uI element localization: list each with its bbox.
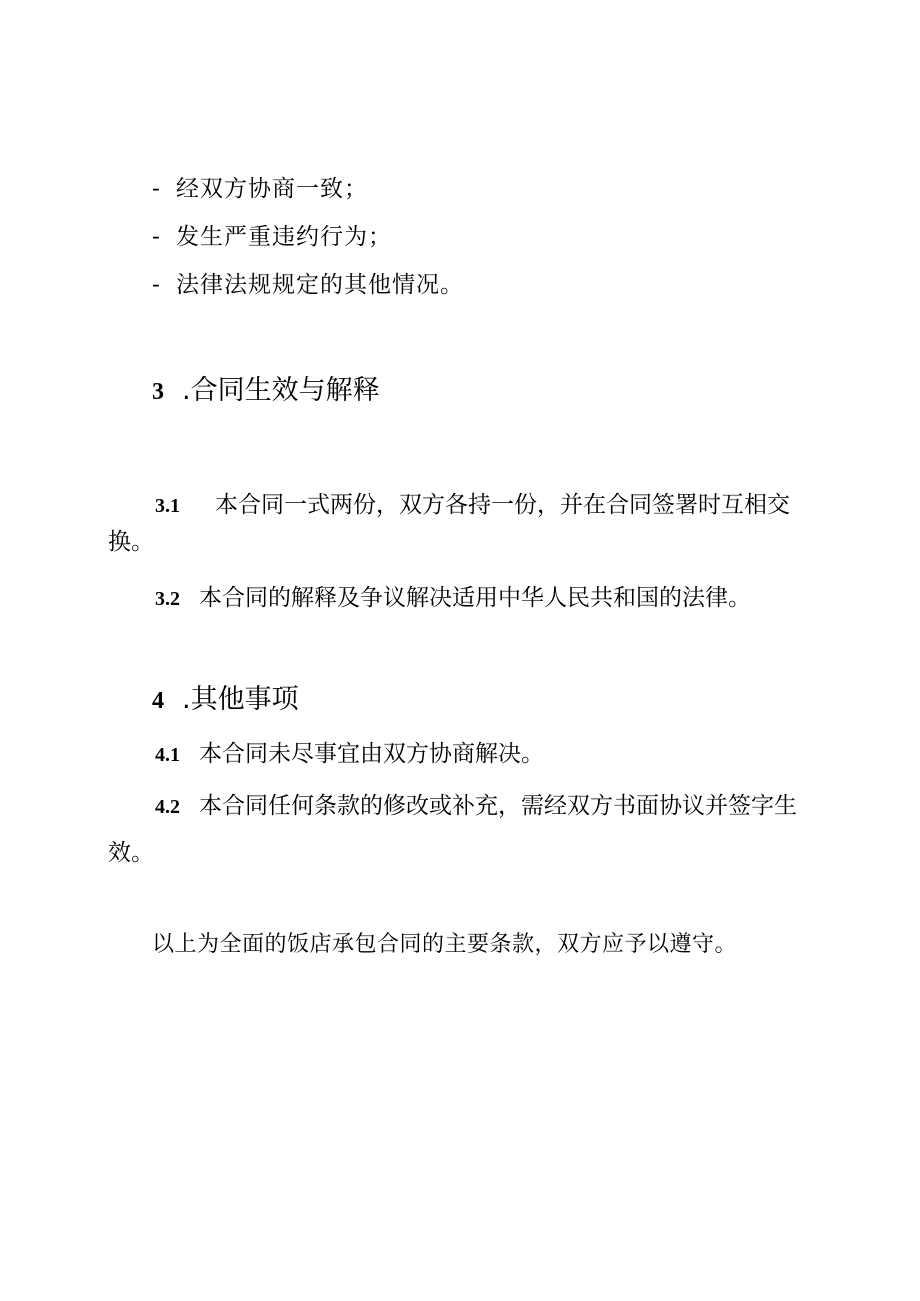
clause-continuation: 换。	[108, 529, 154, 555]
section-title: .其他事项	[182, 684, 299, 715]
section-title: .合同生效与解释	[182, 375, 380, 406]
clause-number: 3.1	[155, 495, 180, 517]
section-4-heading	[152, 683, 299, 718]
clause-text: 本合同未尽事宜由双方协商解决。	[199, 741, 544, 767]
clause-first-line	[108, 736, 808, 773]
termination-condition-2	[152, 222, 392, 252]
clause-number: 4.1	[155, 744, 180, 766]
clause-text: 本合同一式两份，双方各持一份，并在合同签署时互相交	[215, 492, 790, 518]
bullet-text: 发生严重违约行为；	[176, 224, 392, 250]
section-number: 3	[152, 379, 164, 405]
bullet-text: 法律法规规定的其他情况。	[176, 272, 464, 298]
clause-continuation: 效。	[108, 840, 154, 866]
clause-3-2	[108, 580, 808, 617]
clause-number: 4.2	[155, 796, 180, 818]
clause-text: 本合同任何条款的修改或补充，需经双方书面协议并签字生	[199, 793, 797, 819]
bullet-dash: -	[152, 272, 161, 298]
section-number: 4	[152, 688, 164, 714]
clause-4-1	[108, 736, 808, 773]
clause-first-line	[108, 487, 808, 524]
clause-4-2	[108, 788, 808, 871]
clause-first-line	[108, 788, 808, 825]
section-3-heading	[152, 374, 380, 409]
clause-text: 本合同的解释及争议解决适用中华人民共和国的法律。	[199, 585, 751, 611]
bullet-text: 经双方协商一致；	[176, 176, 368, 202]
termination-condition-1	[152, 174, 368, 204]
bullet-dash: -	[152, 176, 161, 202]
termination-condition-3	[152, 270, 464, 300]
closing-statement: 以上为全面的饭店承包合同的主要条款，双方应予以遵守。	[152, 932, 738, 957]
clause-number: 3.2	[155, 588, 180, 610]
bullet-dash: -	[152, 224, 161, 250]
clause-first-line	[108, 580, 808, 617]
clause-3-1	[108, 487, 808, 560]
